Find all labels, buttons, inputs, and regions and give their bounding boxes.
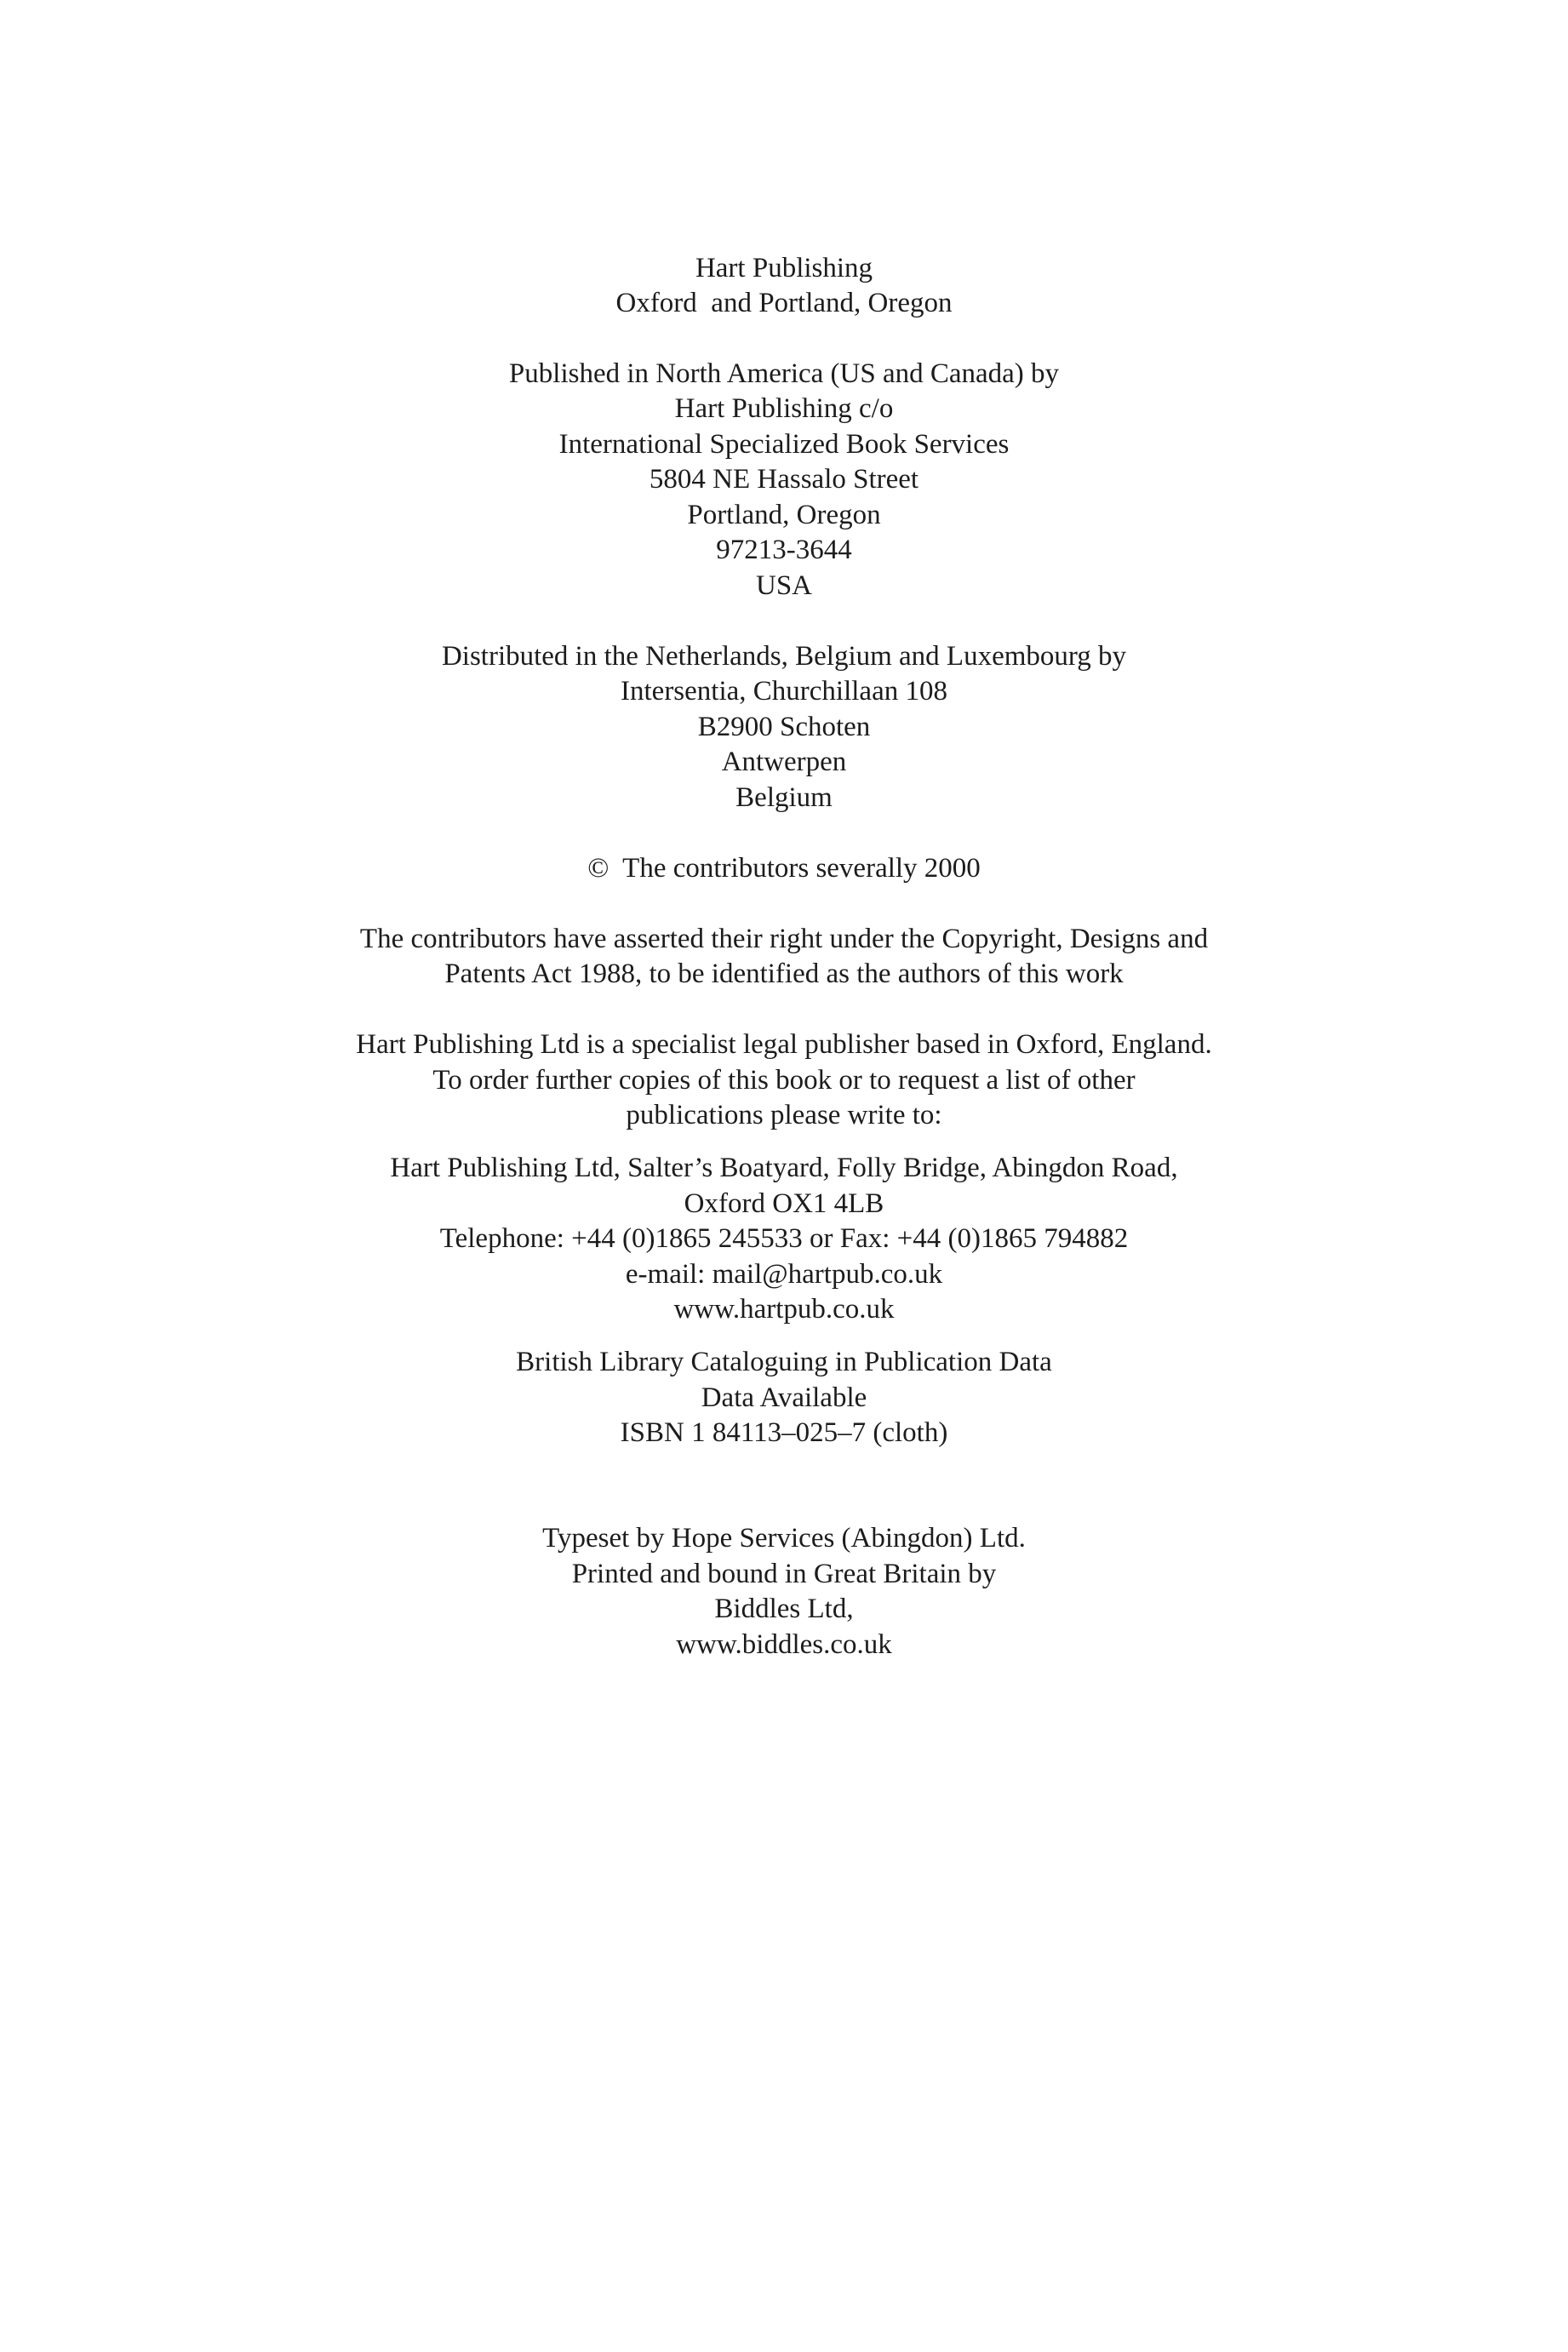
benelux-line: B2900 Schoten xyxy=(697,712,871,742)
north-america-heading: Published in North America (US and Canada) by xyxy=(508,358,1060,389)
cataloguing-line: Data Available xyxy=(701,1382,867,1413)
north-america-line: 97213-3644 xyxy=(716,535,852,565)
north-america-line: Portland, Oregon xyxy=(687,500,881,530)
benelux-line: Antwerpen xyxy=(721,747,847,777)
printer-line: Biddles Ltd, xyxy=(714,1594,854,1624)
publisher-locations: Oxford and Portland, Oregon xyxy=(615,288,953,318)
contact-address: Hart Publishing Ltd, Salter’s Boatyard, Folly Bridge, Abingdon Road, xyxy=(390,1153,1178,1183)
north-america-line: International Specialized Book Services xyxy=(558,429,1010,460)
north-america-line: Hart Publishing c/o xyxy=(674,393,894,424)
publisher-name: Hart Publishing xyxy=(695,253,873,283)
contact-address: Oxford OX1 4LB xyxy=(684,1188,884,1219)
north-america-line: 5804 NE Hassalo Street xyxy=(649,464,919,495)
printer-line: Printed and bound in Great Britain by xyxy=(571,1559,997,1589)
rights-statement: The contributors have asserted their right under the Copyright, Designs and xyxy=(359,924,1209,954)
isbn: ISBN 1 84113–025–7 (cloth) xyxy=(620,1417,948,1448)
contact-email: e-mail: mail@hartpub.co.uk xyxy=(625,1259,943,1290)
contact-website: www.hartpub.co.uk xyxy=(673,1294,895,1325)
printer-website: www.biddles.co.uk xyxy=(676,1629,892,1660)
cataloguing-heading: British Library Cataloguing in Publication Data xyxy=(516,1347,1052,1377)
contact-phone-fax: Telephone: +44 (0)1865 245533 or Fax: +44 (0)1865 794882 xyxy=(439,1223,1129,1254)
rights-statement: Patents Act 1988, to be identified as the authors of this work xyxy=(444,959,1124,989)
benelux-heading: Distributed in the Netherlands, Belgium and Luxembourg by xyxy=(441,641,1127,672)
about-publisher: Hart Publishing Ltd is a specialist legal publisher based in Oxford, England. xyxy=(356,1029,1212,1060)
north-america-line: USA xyxy=(755,570,813,601)
benelux-line: Belgium xyxy=(735,782,833,813)
typesetter: Typeset by Hope Services (Abingdon) Ltd. xyxy=(542,1523,1026,1554)
about-publisher: To order further copies of this book or to request a list of other xyxy=(432,1065,1136,1096)
copyright-notice: © The contributors severally 2000 xyxy=(587,853,981,884)
about-publisher: publications please write to: xyxy=(626,1100,942,1130)
benelux-line: Intersentia, Churchillaan 108 xyxy=(621,676,947,707)
